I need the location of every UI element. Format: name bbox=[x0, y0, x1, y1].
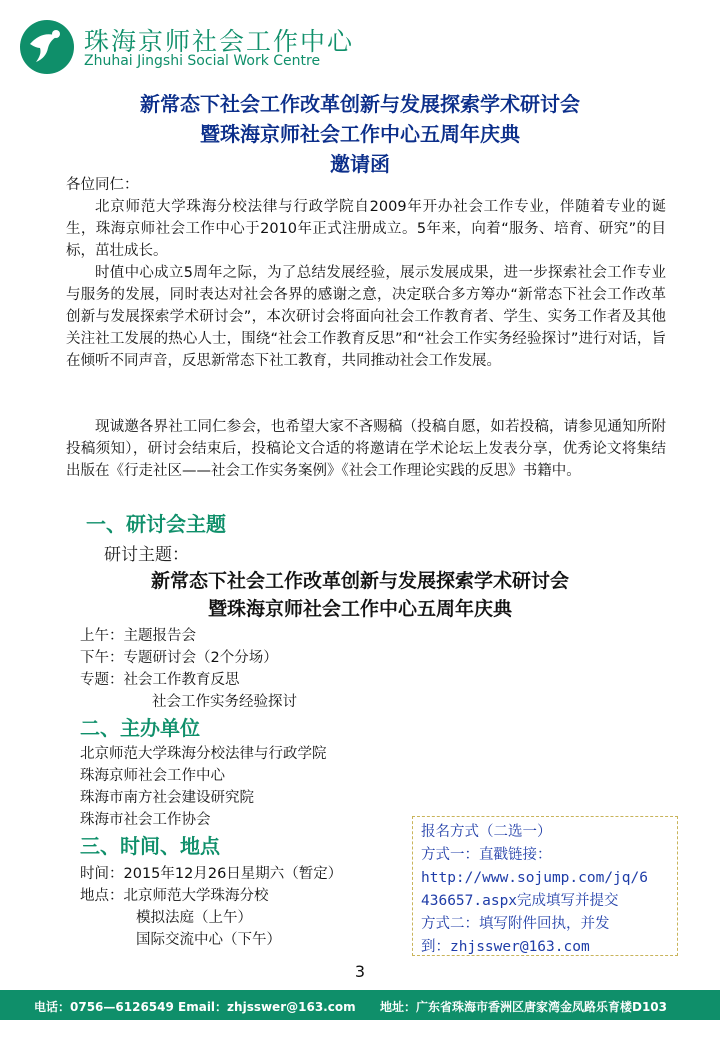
registration-box bbox=[412, 816, 678, 956]
schedule-morning: 上午：主题报告会 bbox=[80, 628, 196, 644]
topic-line1: 新常态下社会工作改革创新与发展探索学术研讨会 bbox=[150, 570, 569, 592]
doc-title-invitation: 邀请函 bbox=[330, 152, 390, 176]
topic-line2: 暨珠海京师社会工作中心五周年庆典 bbox=[207, 598, 512, 620]
doc-title-line1: 新常态下社会工作改革创新与发展探索学术研讨会 bbox=[140, 92, 580, 116]
event-venue-afternoon: 国际交流中心（下午） bbox=[136, 932, 281, 948]
org-name-en: Zhuhai Jingshi Social Work Centre bbox=[84, 53, 321, 69]
schedule-afternoon: 下午：专题研讨会（2个分场） bbox=[80, 650, 278, 666]
host-item: 珠海京师社会工作中心 bbox=[80, 768, 225, 784]
section-heading-hosts: 二、主办单位 bbox=[80, 716, 200, 740]
paragraph-2: 时值中心成立5周年之际，为了总结发展经验，展示发展成果，进一步探索社会工作专业与服务的发展，同时表达对社会各界的感谢之意，决定联合多方筹办“新常态下社会工作改革创新与发展探索学术研讨会”，本次研讨会将面向社会工作教育者、学生、实务工作者及其他关注社工发展的热心人士，围绕“社会工作教育反思”和“社会工作实务经验探讨”进行对话，旨在倾听不同声音，反思新常态下社工教育，共同推动社会工作发展。 bbox=[66, 265, 666, 369]
greeting: 各位同仁： bbox=[66, 177, 139, 193]
registration-email[interactable]: 到：zhjsswer@163.com bbox=[421, 939, 590, 955]
event-venue-morning: 模拟法庭（上午） bbox=[136, 910, 252, 926]
page-number: 3 bbox=[354, 962, 366, 981]
schedule-topic: 专题：社会工作教育反思 bbox=[80, 672, 240, 688]
schedule-topic-2: 社会工作实务经验探讨 bbox=[152, 694, 297, 710]
host-item: 北京师范大学珠海分校法律与行政学院 bbox=[80, 746, 327, 762]
registration-option2: 方式二：填写附件回执，并发 bbox=[421, 916, 610, 932]
paragraph-1: 北京师范大学珠海分校法律与行政学院自2009年开办社会工作专业，伴随着专业的诞生，珠海京师社会工作中心于2010年正式注册成立。5年来，向着“服务、培育、研究”的目标，茁壮成长。 bbox=[66, 199, 666, 259]
footer-address: 地址：广东省珠海市香洲区唐家湾金凤路乐育楼D103 bbox=[380, 1000, 668, 1014]
logo-figure-icon bbox=[20, 20, 74, 74]
registration-link[interactable]: http://www.sojump.com/jq/6 bbox=[421, 870, 648, 886]
event-place: 地点：北京师范大学珠海分校 bbox=[80, 888, 269, 904]
org-logo bbox=[20, 20, 74, 74]
paragraph-3: 现诚邀各界社工同仁参会，也希望大家不吝赐稿（投稿自愿，如若投稿，请参见通知所附投稿须知），研讨会结束后，投稿论文合适的将邀请在学术论坛上发表分享，优秀论文将集结出版在《行走社区——社会工作实务案例》《社会工作理论实践的反思》书籍中。 bbox=[66, 419, 666, 479]
registration-link-cont[interactable]: 436657.aspx完成填写并提交 bbox=[421, 893, 619, 909]
footer-bar bbox=[0, 990, 720, 1020]
footer-contact: 电话：0756—6126549 Email：zhjsswer@163.com bbox=[34, 1000, 356, 1014]
org-name-cn: 珠海京师社会工作中心 bbox=[84, 27, 355, 56]
host-item: 珠海市南方社会建设研究院 bbox=[80, 790, 254, 806]
doc-title-line2: 暨珠海京师社会工作中心五周年庆典 bbox=[200, 122, 520, 146]
section-heading-time-place: 三、时间、地点 bbox=[80, 834, 220, 858]
section-heading-theme: 一、研讨会主题 bbox=[86, 512, 226, 536]
topic-label: 研讨主题： bbox=[104, 545, 189, 565]
registration-title: 报名方式（二选一） bbox=[421, 824, 552, 840]
event-time: 时间：2015年12月26日星期六（暂定） bbox=[80, 866, 343, 882]
host-item: 珠海市社会工作协会 bbox=[80, 812, 211, 828]
registration-option1: 方式一：直戳链接： bbox=[421, 847, 552, 863]
